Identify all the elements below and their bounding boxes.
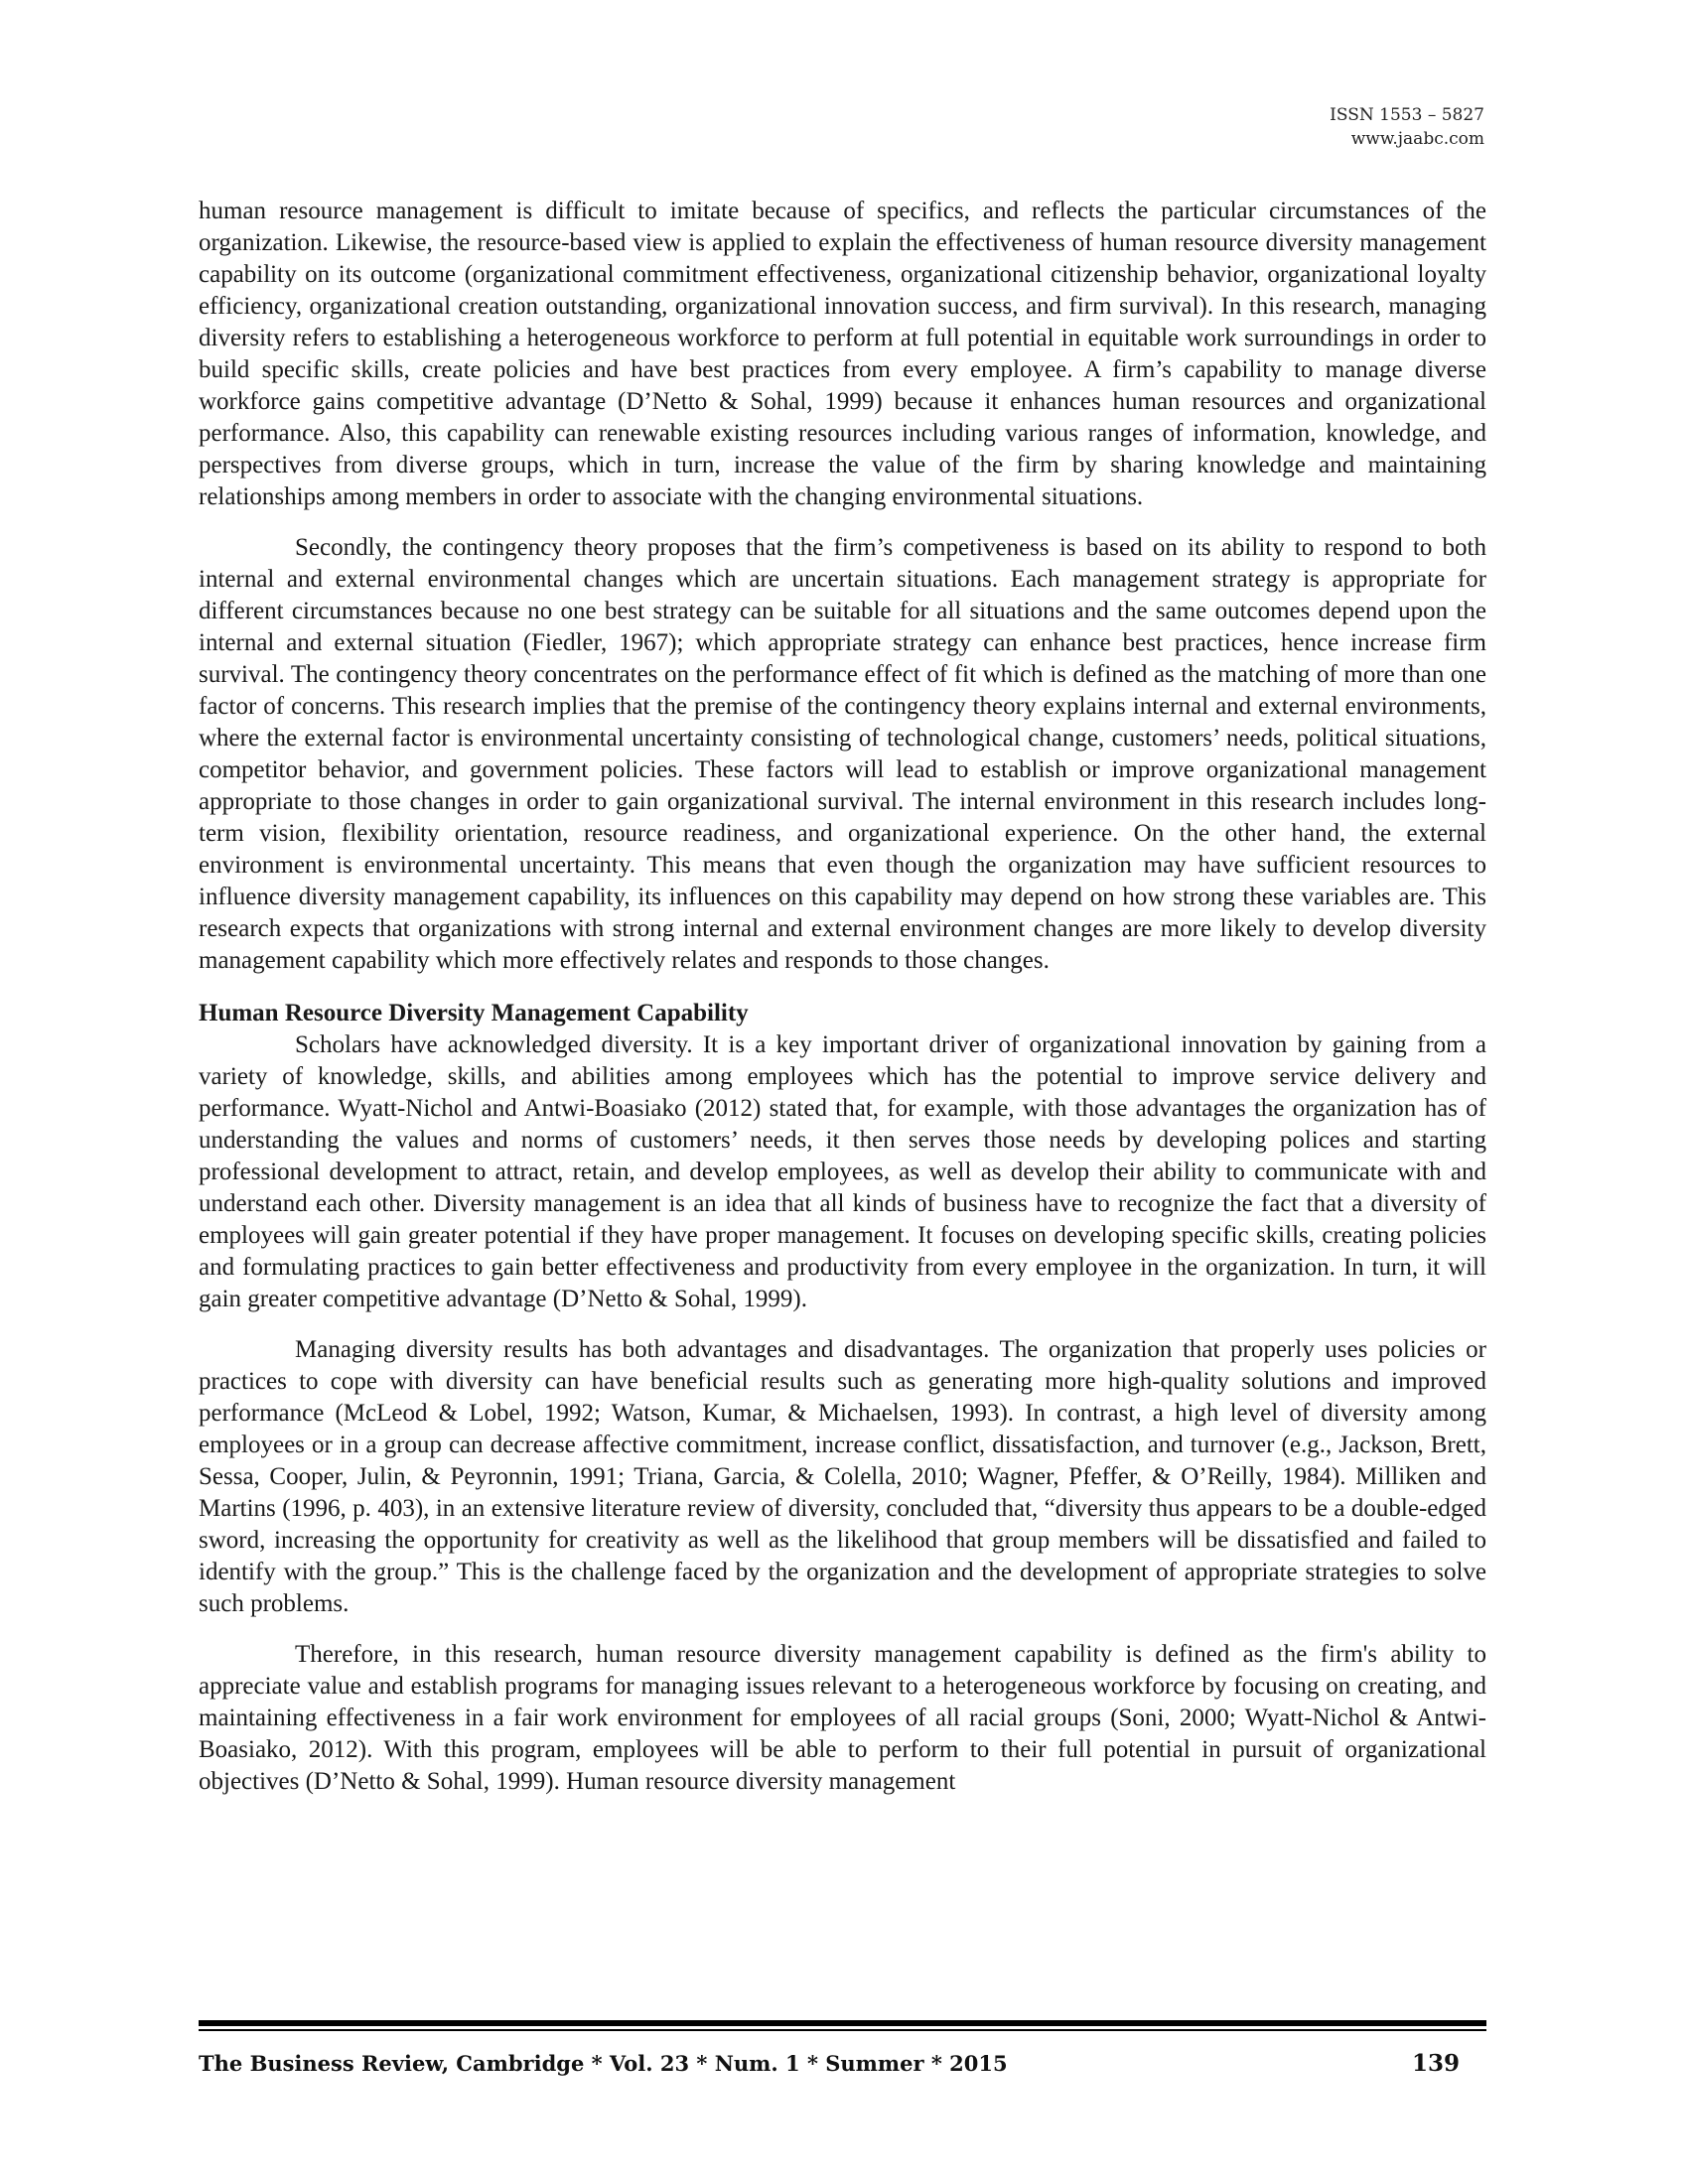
page-number: 139 [1411,2050,1460,2077]
footer-rule-thick [199,2020,1486,2026]
body-paragraph: Secondly, the contingency theory proposes that the firm’s competiveness is based on its ability to respond to both internal and external environmental changes which are uncertain situations. Each management strategy is appropriate for different circumstances because no one best strategy can be suitable for all situations and the same outcomes depend upon the internal and external situation (Fiedler, 1967); which appropriate strategy can enhance best practices, hence increase firm survival. The contingency theory concentrates on the performance effect of fit which is defined as the matching of more than one factor of concerns. This research implies that the premise of the contingency theory explains internal and external environments, where the external factor is environmental uncertainty consisting of technological change, customers’ needs, political situations, competitor behavior, and government policies. These factors will lead to establish or improve organizational management appropriate to those changes in order to gain organizational survival. The internal environment in this research includes long-term vision, flexibility orientation, resource readiness, and organizational experience. On the other hand, the external environment is environmental uncertainty. This means that even though the organization may have sufficient resources to influence diversity management capability, its influences on this capability may depend on how strong these variables are. This research expects that organizations with strong internal and external environment changes are more likely to develop diversity management capability which more effectively relates and responds to those changes. [199,534,1486,974]
body-paragraph: human resource management is difficult to imitate because of specifics, and reflects the particular circumstances of the organization. Likewise, the resource-based view is applied to explain the effectiveness of human resource diversity management capability on its outcome (organizational commitment effectiveness, organizational citizenship behavior, organizational loyalty efficiency, organizational creation outstanding, organizational innovation success, and firm survival). In this research, managing diversity refers to establishing a heterogeneous workforce to perform at full potential in equitable work surroundings in order to build specific skills, create policies and have best practices from every employee. A firm’s capability to manage diverse workforce gains competitive advantage (D’Netto & Sohal, 1999) because it enhances human resources and organizational performance. Also, this capability can renewable existing resources including various ranges of information, knowledge, and perspectives from diverse groups, which in turn, increase the value of the firm by sharing knowledge and maintaining relationships among members in order to associate with the changing environmental situations. [199,198,1486,510]
article-body [199,196,1486,1798]
body-paragraph: Managing diversity results has both advantages and disadvantages. The organization that properly uses policies or practices to cope with diversity can have beneficial results such as generating more high-quality solutions and improved performance (McLeod & Lobel, 1992; Watson, Kumar, & Michaelsen, 1993). In contrast, a high level of diversity among employees or in a group can decrease affective commitment, increase conflict, dissatisfaction, and turnover (e.g., Jackson, Brett, Sessa, Cooper, Julin, & Peyronnin, 1991; Triana, Garcia, & Colella, 2010; Wagner, Pfeffer, & O’Reilly, 1984). Milliken and Martins (1996, p. 403), in an extensive literature review of diversity, concluded that, “diversity thus appears to be a double-edged sword, increasing the opportunity for creativity as well as the likelihood that group members will be dissatisfied and failed to identify with the group.” This is the challenge faced by the organization and the development of appropriate strategies to solve such problems. [199,1336,1486,1617]
issn-number: ISSN 1553 – 5827 [1330,105,1484,125]
body-paragraph: Scholars have acknowledged diversity. It is a key important driver of organizational innovation by gaining from a variety of knowledge, skills, and abilities among employees which has the potential to improve service delivery and performance. Wyatt-Nichol and Antwi-Boasiako (2012) stated that, for example, with those advantages the organization has of understanding the values and norms of customers’ needs, it then serves those needs by developing polices and starting professional development to attract, retain, and develop employees, as well as develop their ability to communicate with and understand each other. Diversity management is an idea that all kinds of business have to recognize the fact that a diversity of employees will gain greater potential if they have proper management. It focuses on developing specific skills, creating policies and formulating practices to gain better effectiveness and productivity from every employee in the organization. In turn, it will gain greater competitive advantage (D’Netto & Sohal, 1999). [199,1031,1486,1312]
journal-header [1330,103,1484,151]
footer-rule-thin [199,2029,1486,2031]
section-heading: Human Resource Diversity Management Capability [199,1000,749,1026]
journal-citation: The Business Review, Cambridge * Vol. 23 * Num. 1 * Summer * 2015 [199,2051,1008,2076]
body-paragraph: Therefore, in this research, human resource diversity management capability is defined as the firm's ability to appreciate value and establish programs for managing issues relevant to a heterogeneous workforce by focusing on creating, and maintaining effectiveness in a fair work environment for employees of all racial groups (Soni, 2000; Wyatt-Nichol & Antwi-Boasiako, 2012). With this program, employees will be able to perform to their full potential in pursuit of organizational objectives (D’Netto & Sohal, 1999). Human resource diversity management [199,1641,1486,1795]
page-footer [199,2051,1460,2077]
journal-website: www.jaabc.com [1350,129,1484,149]
